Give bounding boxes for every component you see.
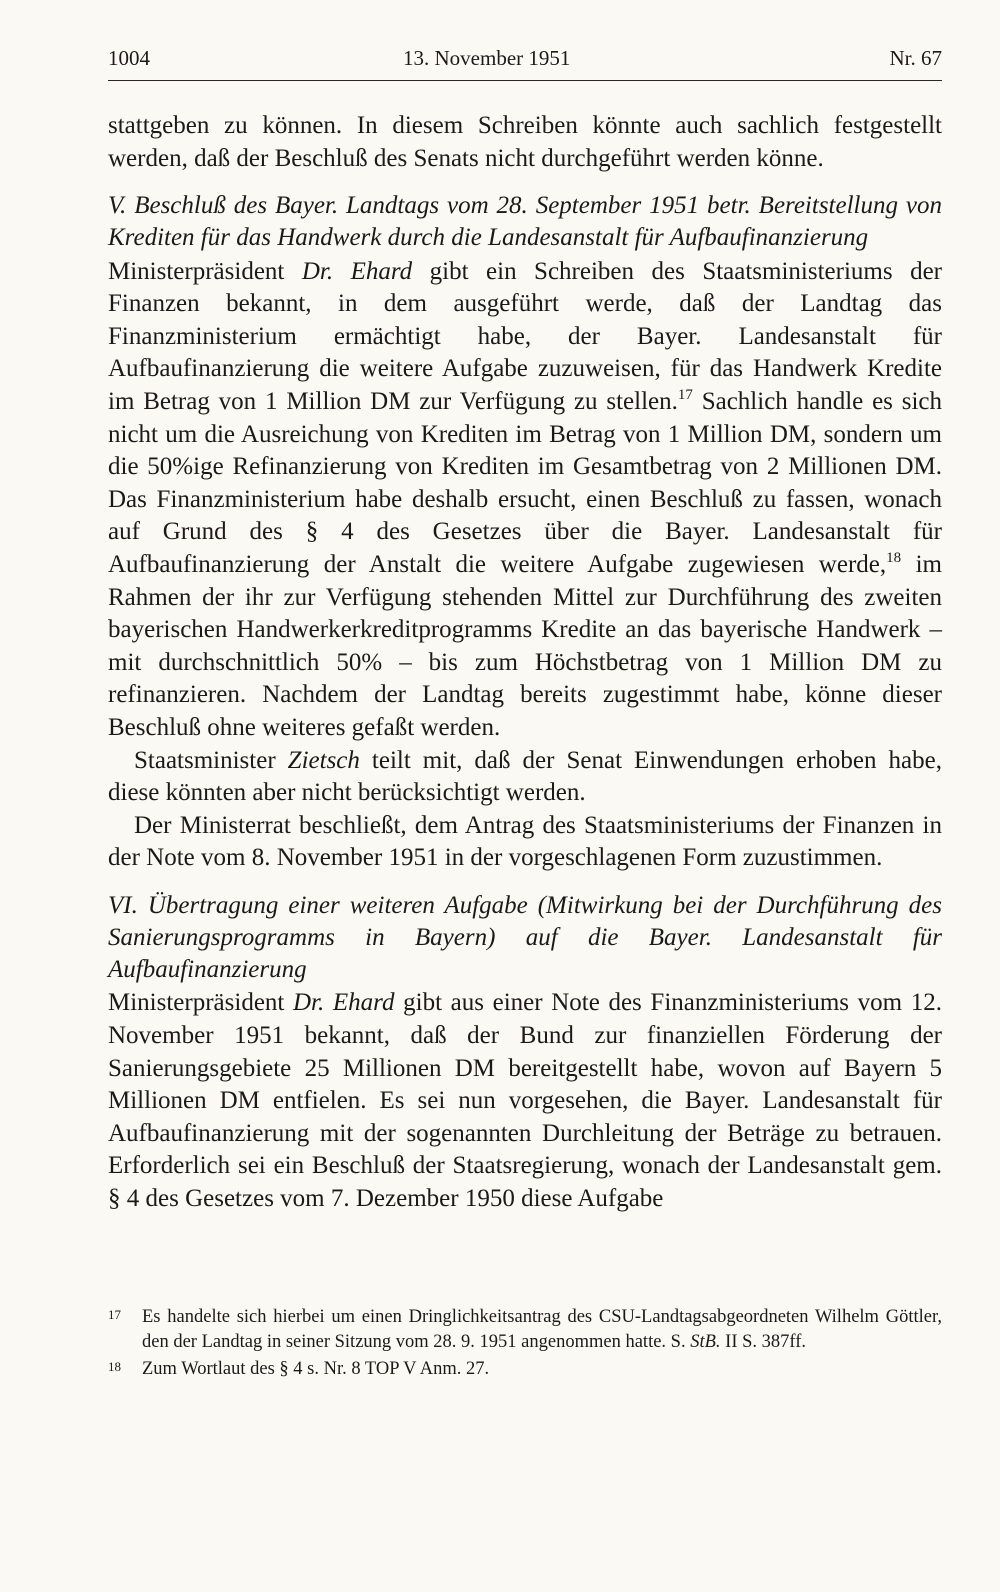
footnote-ref-18[interactable]: 18 xyxy=(886,549,902,566)
main-text xyxy=(108,110,942,1216)
paragraph-resolution: Der Ministerrat beschließt, dem Antrag des Staatsministeriums der Finanzen in der Note vom 8. November 1951 in der vorgeschlagenen Form zuzustimmen. xyxy=(108,811,942,872)
issue-number: Nr. 67 xyxy=(889,46,942,70)
paragraph-zietsch xyxy=(108,745,942,810)
footnote-18 xyxy=(108,1357,942,1382)
text-run: Sachlich handle es sich nicht um die Ausreichung von Krediten im Betrag von 1 Million DM, sondern um die 50%ige Refinanzierung von Krediten im Gesamtbetrag von 2 Millionen DM. Das Finanzministerium habe deshalb ersucht, einen Beschluß zu fassen, wonach auf Grund des § 4 des Gesetzes über die Bayer. Landesanstalt für Aufbaufinanzierung der Anstalt die weitere Aufgabe zugewiesen werde, xyxy=(108,387,942,578)
footnote-text: II S. 387ff. xyxy=(720,1331,807,1352)
text-run: Ministerpräsident xyxy=(108,257,302,285)
page-number: 1004 xyxy=(108,46,150,70)
session-date: 13. November 1951 xyxy=(403,46,571,70)
text-run: gibt ein Schreiben des Staatsministeriums der Finanzen bekannt, in dem ausgeführt werde, daß der Landtag das Finanzministerium ermächtigt habe, der Bayer. Landesanstalt für Aufbaufinanzierung die weitere Aufgabe zuzuweisen, für das Handwerk Kredite im Betrag von 1 Million DM zur Verfügung zu stellen. xyxy=(108,257,942,415)
header-rule xyxy=(108,80,942,81)
footnote-ref-17[interactable]: 17 xyxy=(677,386,693,403)
speaker-name: Dr. Ehard xyxy=(293,989,395,1017)
text-run: Ministerpräsident xyxy=(108,989,293,1017)
section-heading-v: V. Beschluß des Bayer. Landtags vom 28. September 1951 betr. Bereitstellung von Krediten für das Handwerk durch die Landesanstalt für Aufbaufinanzierung xyxy=(108,192,942,252)
footnote-text: Es handelte sich hierbei um einen Dringlichkeitsantrag des CSU-Landtagsabgeordneten Wilhelm Göttler, den der Landtag in seiner Sitzung vom 28. 9. 1951 angenommen hatte. S. xyxy=(142,1307,942,1352)
text-run: teilt mit, daß der Senat Einwendungen erhoben habe, diese könnten aber nicht berücksichtigt werden. xyxy=(108,746,942,807)
speaker-name: Dr. Ehard xyxy=(301,257,413,285)
text-run: im Rahmen der ihr zur Verfügung stehenden Mittel zur Durchführung des zweiten bayerischen Handwerkerkreditprogramms Kredite an das bayerische Handwerk – mit durchschnittlich 50% – bis zum Höchstbetrag von 1 Million DM zu refinanzieren. Nachdem der Landtag bereits zugestimmt habe, könne dieser Beschluß ohne weiteres gefaßt werden. xyxy=(108,550,942,741)
footnotes xyxy=(108,1305,942,1381)
paragraph-ehard-v xyxy=(108,256,942,745)
footnote-17 xyxy=(108,1305,942,1355)
speaker-name: Zietsch xyxy=(287,746,360,774)
paragraph-continuation: stattgeben zu können. In diesem Schreiben könnte auch sachlich festgestellt werden, daß der Beschluß des Senats nicht durchgeführt werden könne. xyxy=(108,112,942,172)
footnote-number: 18 xyxy=(108,1358,121,1374)
footnote-text: Zum Wortlaut des § 4 s. Nr. 8 TOP V Anm. 27. xyxy=(142,1358,490,1379)
text-run: Staatsminister xyxy=(134,746,288,774)
footnote-number: 17 xyxy=(108,1307,121,1322)
section-heading-vi: VI. Übertragung einer weiteren Aufgabe (Mitwirkung bei der Durchführung des Sanierungsprogramms in Bayern) auf die Bayer. Landesanstalt für Aufbaufinanzierung xyxy=(108,891,942,984)
footnote-source-abbrev: StB. xyxy=(690,1331,721,1352)
paragraph-ehard-vi xyxy=(108,987,942,1215)
text-run: gibt aus einer Note des Finanzministeriums vom 12. November 1951 bekannt, daß der Bund zur finanziellen Förderung der Sanierungsgebiete 25 Millionen DM bereitgestellt habe, wovon auf Bayern 5 Millionen DM entfielen. Es sei nun vorgesehen, die Bayer. Landesanstalt für Aufbaufinanzierung mit der sogenannten Durchleitung der Beträge zu betrauen. Erforderlich sei ein Beschluß der Staatsregierung, wonach der Landesanstalt gem. § 4 des Gesetzes vom 7. Dezember 1950 diese Aufgabe xyxy=(108,989,942,1213)
